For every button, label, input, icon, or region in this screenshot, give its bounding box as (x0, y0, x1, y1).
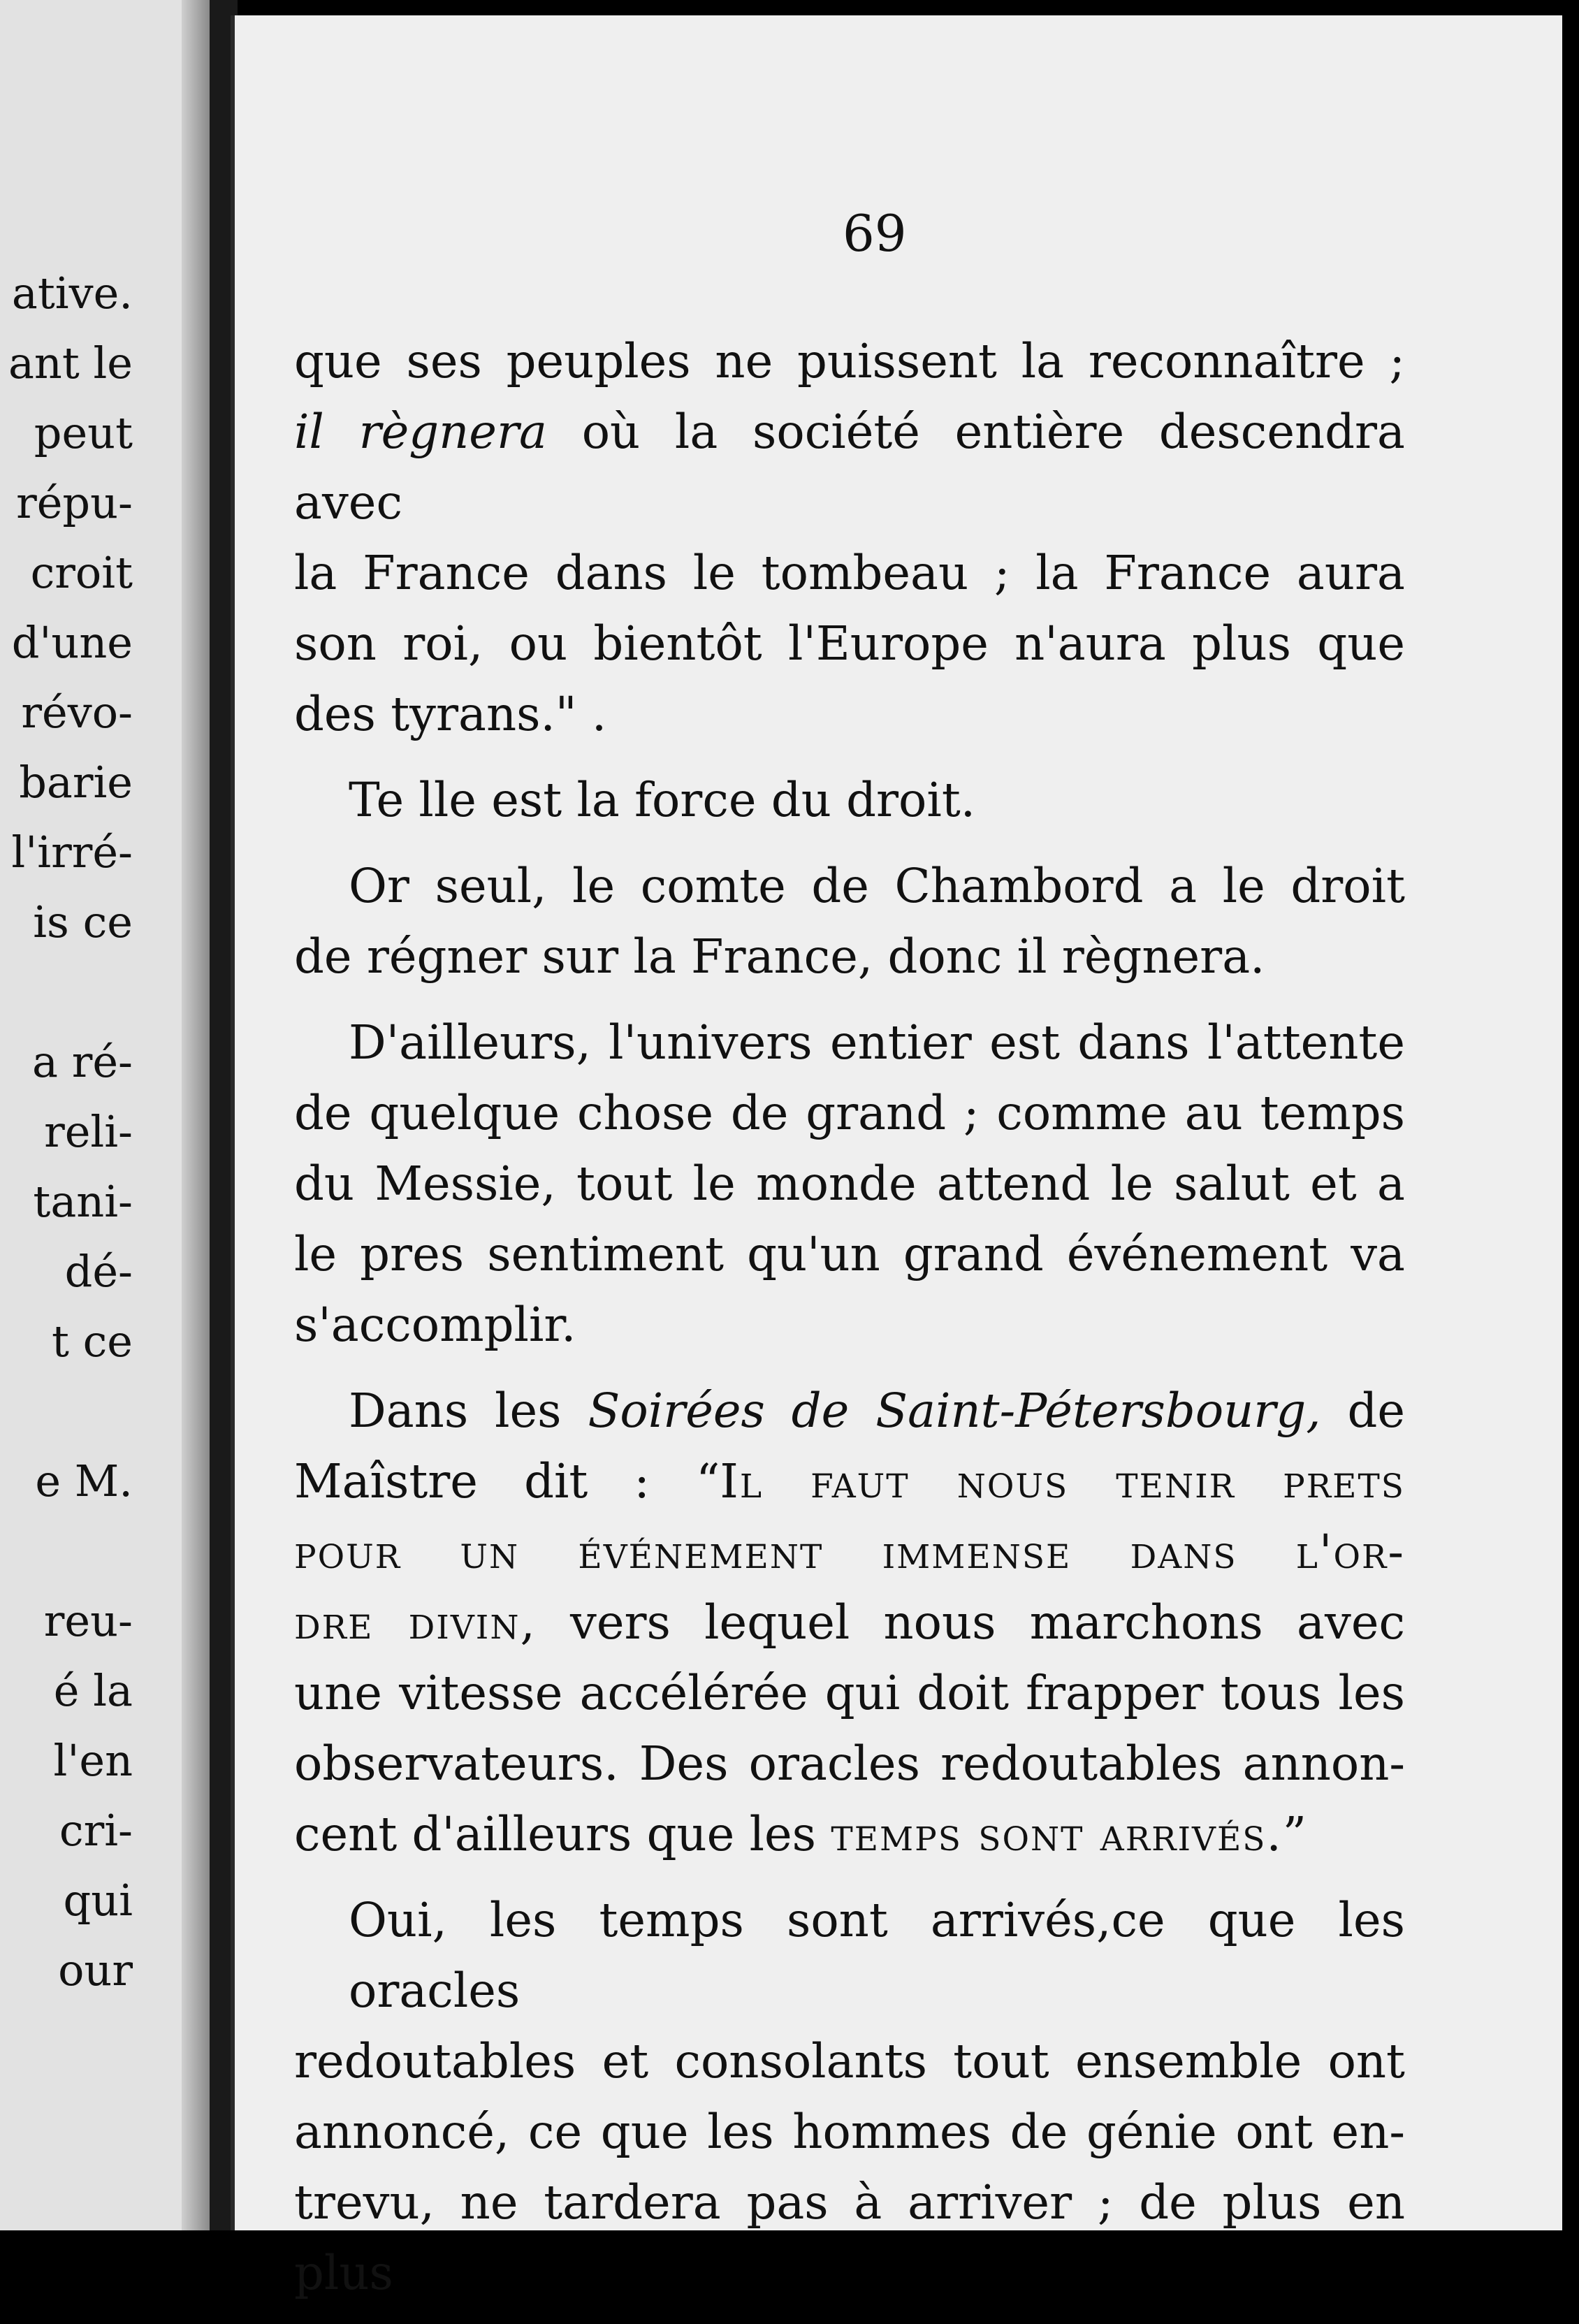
left-line: ative. (11, 268, 133, 319)
text-line: de quelque chose de grand ; comme au temps (294, 1086, 1405, 1140)
left-line: d'une (11, 617, 133, 668)
paragraph-2 (294, 765, 1405, 836)
text-line: le pres sentiment qu'un grand événement va (294, 1227, 1405, 1281)
left-line: t ce (51, 1316, 133, 1367)
text-span: Maîstre dit : “ (294, 1454, 720, 1509)
left-line: cri- (59, 1805, 133, 1856)
paragraph-1 (294, 326, 1405, 750)
text-line: son roi, ou bientôt l'Europe n'aura plus que (294, 616, 1405, 671)
text-line: la France dans le tombeau ; la France aura (294, 546, 1405, 600)
left-facing-page (0, 0, 210, 2230)
text-span: Dans les (349, 1383, 562, 1438)
small-caps-phrase: Il faut nous tenir prets (720, 1454, 1405, 1509)
paragraph-3 (294, 851, 1405, 992)
italic-phrase: il règnera (294, 405, 547, 459)
right-page (231, 15, 1562, 2300)
text-line: de régner sur la France, donc il règnera. (294, 929, 1265, 984)
text-line: observateurs. Des oracles redoutables annon- (294, 1736, 1405, 1791)
text-line (294, 1588, 1405, 1658)
text-line: que ses peuples ne puissent la reconnaître ; (294, 334, 1405, 388)
text-line (294, 397, 1405, 538)
left-line: révo- (21, 687, 133, 738)
text-line: Te lle est la force du droit. (349, 773, 976, 827)
book-title: Soirées de Saint-Pétersbourg, (588, 1383, 1321, 1438)
text-line (294, 1517, 1405, 1588)
left-line: qui (63, 1875, 133, 1926)
small-caps-phrase: dre divin, (294, 1595, 537, 1650)
text-line-rest: où la société entière descendra avec (294, 405, 1405, 530)
left-line (8, 957, 133, 1027)
gutter-shadow (182, 0, 210, 2230)
text-span: cent d'ailleurs que les (294, 1807, 817, 1861)
left-line: dé- (64, 1246, 133, 1297)
left-line: croit (30, 547, 133, 598)
paragraph-5 (294, 1376, 1405, 1870)
left-line: reu- (43, 1595, 133, 1646)
text-line (294, 1799, 1405, 1870)
text-span: de (1347, 1383, 1405, 1438)
left-line: our (58, 1945, 133, 1996)
paragraph-4 (294, 1008, 1405, 1360)
paragraph-6 (294, 1885, 1405, 2309)
left-line: is ce (33, 896, 133, 947)
text-line: Oui, les temps sont arrivés,ce que les oracles (349, 1893, 1405, 2018)
text-line: redoutables et consolants tout ensemble ont (294, 2034, 1405, 2089)
left-line (8, 1377, 133, 1446)
left-line: l'en (53, 1735, 133, 1786)
left-line: peut (34, 407, 133, 458)
left-line: ant le (8, 337, 133, 388)
text-line: annoncé, ce que les hommes de génie ont en- (294, 2105, 1405, 2159)
left-page-text (8, 259, 133, 2005)
page-number: 69 (843, 204, 907, 263)
left-line: tani- (33, 1176, 133, 1227)
text-line: une vitesse accélérée qui doit frapper tous les (294, 1666, 1405, 1720)
text-span: vers lequel nous marchons avec (570, 1595, 1405, 1650)
body-text (294, 326, 1405, 2324)
text-line: trevu, ne tardera pas à arriver ; de plus en plus (294, 2175, 1405, 2300)
left-line: reli- (44, 1106, 133, 1157)
left-line (8, 1516, 133, 1586)
left-line: é la (53, 1665, 133, 1716)
left-line: l'irré- (11, 827, 133, 878)
text-line: D'ailleurs, l'univers entier est dans l'attente (349, 1015, 1405, 1070)
small-caps-phrase: pour un événement immense dans l'or- (294, 1525, 1405, 1579)
text-line: du Messie, tout le monde attend le salut et a (294, 1156, 1405, 1211)
left-line: e M. (35, 1455, 133, 1506)
text-span: ” (1282, 1807, 1307, 1861)
text-line: Or seul, le comte de Chambord a le droit (349, 859, 1405, 913)
text-line: s'accomplir. (294, 1298, 576, 1352)
left-line: barie (19, 757, 133, 808)
left-line: a ré- (32, 1036, 133, 1087)
text-line: des tyrans." . (294, 687, 607, 741)
small-caps-phrase: temps sont arrivés. (831, 1807, 1283, 1861)
left-line: répu- (16, 477, 133, 528)
text-line (294, 1446, 1405, 1517)
text-line (294, 1376, 1405, 1446)
